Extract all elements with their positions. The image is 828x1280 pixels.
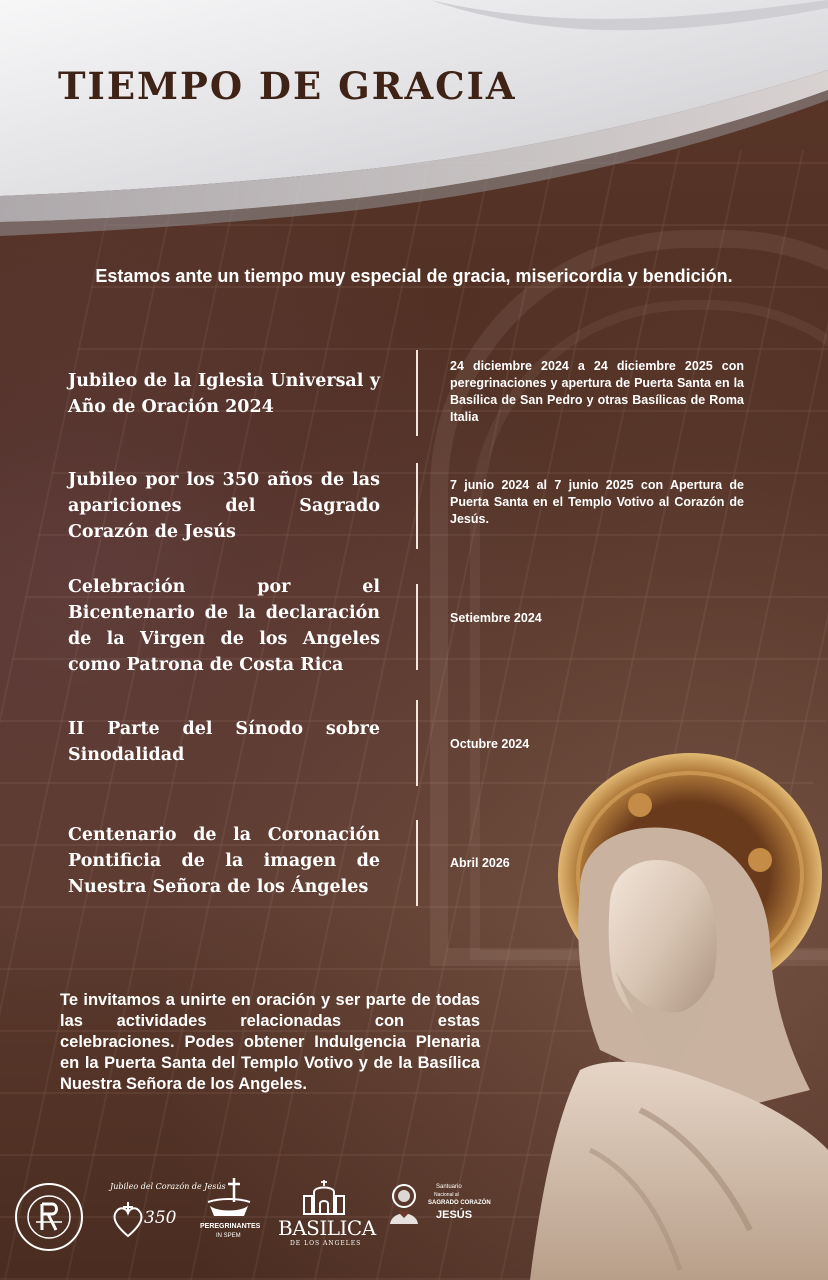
- basilica-logo: [276, 1176, 376, 1252]
- event-date: 7 junio 2024 al 7 junio 2025 con Apertura de Puerta Santa en el Templo Votivo al Corazón de Jesús.: [450, 478, 744, 526]
- basilica-label: BASILICA: [278, 1216, 376, 1240]
- divider: [416, 820, 418, 906]
- seal-icon: [14, 1182, 84, 1252]
- event-name: Jubileo por los 350 años de las apariciones del Sagrado Corazón de Jesús: [68, 470, 380, 542]
- intro-text: Estamos ante un tiempo muy especial de gracia, misericordia y bendición.: [95, 266, 733, 286]
- event-name: Centenario de la Coronación Pontificia de la imagen de Nuestra Señora de los Ángeles: [68, 825, 380, 897]
- divider: [416, 700, 418, 786]
- page-title: TIEMPO DE GRACIA: [58, 64, 517, 108]
- jubileo-label: Jubileo del Corazón de Jesús: [110, 1182, 226, 1191]
- event-date: 24 diciembre 2024 a 24 diciembre 2025 con peregrinaciones y apertura de Puerta Santa en la Basílica de San Pedro y otras Basílicas de Roma Italia: [450, 359, 744, 424]
- boat-cross-icon: [204, 1176, 254, 1220]
- conferencia-episcopal-logo: [14, 1182, 84, 1252]
- church-icon: [302, 1178, 346, 1216]
- divider: [416, 350, 418, 436]
- sacred-heart-icon: [384, 1182, 424, 1226]
- jubileo-number: 350: [144, 1208, 177, 1228]
- peregrinantes-label: PEREGRINANTES: [200, 1223, 261, 1230]
- jubileo-350-logo: [104, 1176, 226, 1252]
- peregrinantes-sub: IN SPEM: [216, 1233, 241, 1239]
- santuario-logo: [384, 1182, 492, 1252]
- event-name: Jubileo de la Iglesia Universal y Año de Oración 2024: [68, 371, 380, 417]
- event-name: Celebración por el Bicentenario de la declaración de la Virgen de los Angeles como Patrona de Costa Rica: [68, 577, 380, 675]
- sacred-heart-statue-image: [520, 750, 828, 1280]
- divider: [416, 584, 418, 670]
- sponsor-logos: [0, 1170, 520, 1260]
- event-date: Octubre 2024: [450, 737, 530, 751]
- event-name: II Parte del Sínodo sobre Sinodalidad: [68, 719, 380, 765]
- event-date: Setiembre 2024: [450, 611, 542, 625]
- basilica-sub: DE LOS ANGELES: [290, 1240, 362, 1247]
- heart-cross-icon: [108, 1200, 148, 1240]
- santuario-label-3: SAGRADO CORAZÓN: [428, 1200, 491, 1206]
- event-date: Abril 2026: [450, 856, 510, 870]
- peregrinantes-logo: [198, 1176, 260, 1252]
- santuario-label-1: Santuario: [436, 1184, 462, 1190]
- invitation-text: Te invitamos a unirte en oración y ser parte de todas las actividades relacionadas con estas celebraciones. Podes obtener Indulgencia Plenaria en la Puerta Santa del Templo Votivo y de la Basílica Nuestra Señora de los Angeles.: [60, 991, 480, 1093]
- divider: [416, 463, 418, 549]
- santuario-label-4: JESÚS: [436, 1209, 473, 1221]
- santuario-label-2: Nacional al: [434, 1192, 459, 1198]
